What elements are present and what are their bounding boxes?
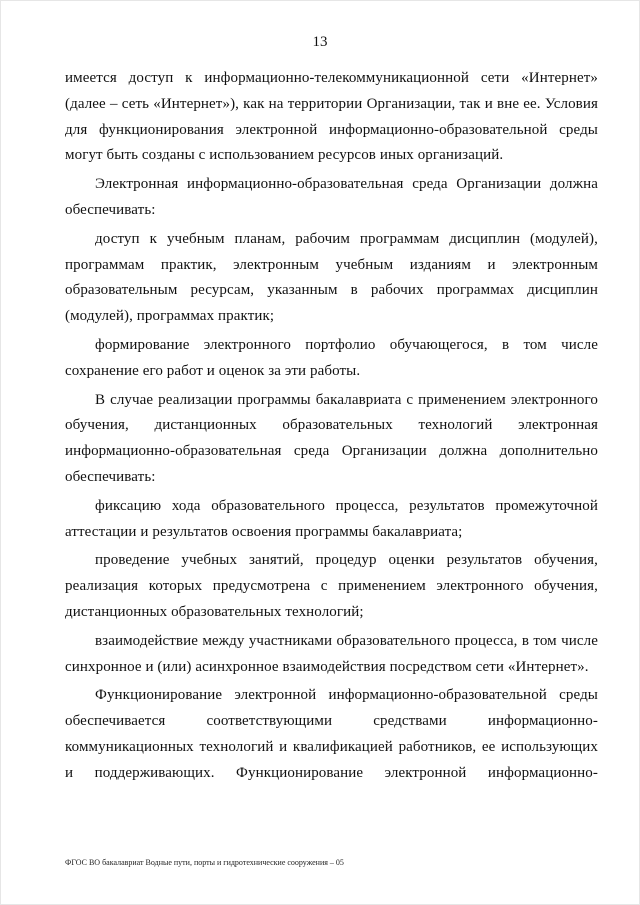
paragraph-conducting-classes: проведение учебных занятий, процедур оценки результатов обучения, реализация которых предусмотрена с применением электронного обучения, дистанционных образовательных технологий;	[65, 552, 598, 620]
paragraph-functioning: Функционирование электронной информационно-образовательной среды обеспечивается соответствующими средствами информационно-коммуникационных технологий и квалификацией работников, ее использующих и поддерживающих. Функционирование электронной информационно-	[65, 687, 598, 781]
paragraph-distance-learning: В случае реализации программы бакалавриата с применением электронного обучения, дистанционных образовательных технологий электронная информационно-образовательная среда Организации должна дополнительно обеспечивать:	[65, 391, 598, 485]
paragraph-access-to-plans: доступ к учебным планам, рабочим программам дисциплин (модулей), программам практик, электронным учебным изданиям и электронным образовательным ресурсам, указанным в рабочих программах дисциплин (модулей), программах практик;	[65, 230, 598, 325]
paragraph-environment-requirements: Электронная информационно-образовательная среда Организации должна обеспечивать:	[65, 176, 598, 218]
paragraph-interaction: взаимодействие между участниками образовательного процесса, в том числе синхронное и (или) асинхронное взаимодействия посредством сети «Интернет».	[65, 632, 598, 675]
page-footer: ФГОС ВО бакалавриат Водные пути, порты и гидротехнические сооружения – 05	[65, 858, 344, 867]
paragraph-portfolio: формирование электронного портфолио обучающегося, в том числе сохранение его работ и оценок за эти работы.	[65, 336, 598, 379]
paragraph-recording-progress: фиксацию хода образовательного процесса, результатов промежуточной аттестации и результатов освоения программы бакалавриата;	[65, 497, 598, 540]
page-number: 13	[312, 34, 328, 50]
paragraph-internet-access: имеется доступ к информационно-телекоммуникационной сети «Интернет» (далее – сеть «Интернет»), как на территории Организации, так и вне ее. Условия для функционирования электронной информационно-образовательной среды могут быть созданы с использованием ресурсов иных организаций.	[65, 70, 598, 164]
document-body	[65, 66, 598, 790]
